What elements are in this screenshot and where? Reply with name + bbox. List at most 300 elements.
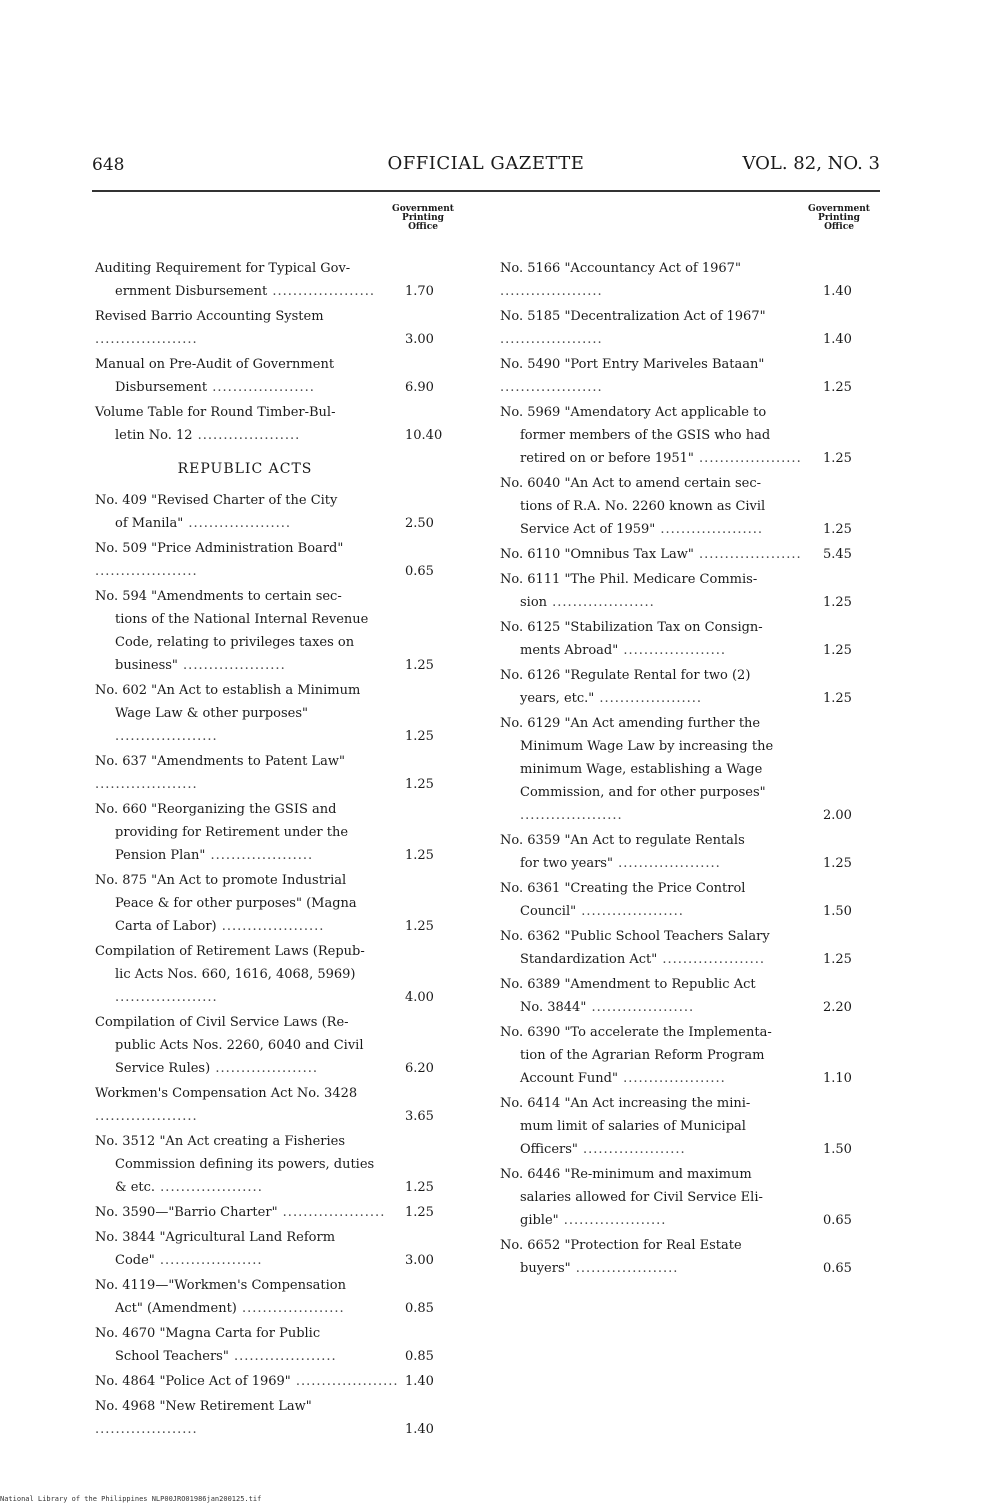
list-item: [95, 353, 495, 399]
price: 1.25: [823, 522, 852, 537]
entry-line: tions of the National Internal Revenue: [115, 612, 369, 627]
entry-line-row: [95, 424, 405, 447]
entry-line-row: [500, 877, 812, 900]
entry-title: [95, 679, 405, 748]
list-item: [95, 1082, 495, 1128]
entry-line: No. 6390 "To accelerate the Implementa-: [500, 1025, 772, 1040]
entry-title: [500, 1163, 812, 1232]
entry-line-row: [95, 1226, 405, 1249]
entry-line-row: [95, 940, 405, 963]
list-item: [500, 472, 905, 541]
list-item: [95, 585, 495, 677]
list-item: [95, 401, 495, 447]
entry-title: [500, 925, 812, 971]
entry-title: [95, 353, 405, 399]
entry-line: Manual on Pre-Audit of Government: [95, 357, 335, 372]
list-item: [95, 257, 495, 303]
entry-line: Commission, and for other purposes": [520, 785, 766, 800]
dot-leader: ....................: [192, 428, 301, 443]
entry-title: [95, 1201, 405, 1224]
entry-line-row: [95, 1322, 405, 1345]
gpo-label: Government Printing Office: [392, 204, 454, 232]
dot-leader: ....................: [594, 691, 703, 706]
entry-line: tion of the Agrarian Reform Program: [520, 1048, 765, 1063]
list-item: [500, 305, 905, 351]
entry-line: No. 660 "Reorganizing the GSIS and: [95, 802, 337, 817]
entry-line-row: [95, 1370, 405, 1393]
entry-line-row: [500, 735, 812, 758]
entry-line: No. 6110 "Omnibus Tax Law": [500, 547, 694, 562]
entry-line-row: [500, 829, 812, 852]
list-item: [500, 616, 905, 662]
entry-title: [95, 940, 405, 1009]
list-item: [500, 925, 905, 971]
entry-line-row: [95, 1274, 405, 1297]
price: 1.50: [823, 1142, 852, 1157]
list-item: [500, 1092, 905, 1161]
entry-line-row: [500, 424, 812, 447]
entry-line-row: [500, 1044, 812, 1067]
entry-line: No. 4864 "Police Act of 1969": [95, 1374, 291, 1389]
section-title: REPUBLIC ACTS: [177, 461, 313, 477]
dot-leader: ....................: [500, 380, 603, 395]
entry-title: [95, 1322, 405, 1368]
dot-leader: ....................: [205, 848, 314, 863]
entry-line: No. 6362 "Public School Teachers Salary: [500, 929, 770, 944]
entry-line-row: [95, 257, 405, 280]
entry-title: [500, 712, 812, 827]
entry-line-row: [500, 758, 812, 781]
dot-leader: ....................: [655, 522, 764, 537]
list-item: [95, 1226, 495, 1272]
entry-line: No. 6446 "Re-minimum and maximum: [500, 1167, 752, 1182]
entry-line: ernment Disbursement: [115, 284, 268, 299]
dot-leader: ....................: [500, 284, 603, 299]
entry-line-row: [500, 948, 812, 971]
page-header: [92, 150, 880, 192]
entry-line-row: [95, 1057, 405, 1080]
list-item: [95, 1370, 495, 1393]
page-number: 648: [92, 155, 125, 175]
entry-line: Officers": [520, 1142, 578, 1157]
entry-title: [95, 798, 405, 867]
dot-leader: ....................: [617, 1071, 726, 1086]
entry-line-row: [95, 1249, 405, 1272]
price: 1.40: [405, 1422, 434, 1437]
entry-line-row: [95, 1297, 405, 1320]
price: 2.00: [823, 808, 852, 823]
entry-line: Code": [115, 1253, 155, 1268]
entry-line-row: [95, 702, 405, 748]
dot-leader: ....................: [236, 1301, 345, 1316]
price: 1.25: [405, 777, 434, 792]
entry-line-row: [500, 973, 812, 996]
dot-leader: ....................: [558, 1213, 667, 1228]
entry-line: School Teachers": [115, 1349, 229, 1364]
entry-line-row: [95, 376, 405, 399]
entry-line-row: [95, 489, 405, 512]
entry-line-row: [95, 869, 405, 892]
entry-line: No. 602 "An Act to establish a Minimum: [95, 683, 361, 698]
entry-line-row: [95, 1176, 405, 1199]
list-item: [95, 305, 495, 351]
entry-line: Service Rules): [115, 1061, 211, 1076]
list-item: [500, 664, 905, 710]
entry-line: No. 6125 "Stabilization Tax on Consign-: [500, 620, 763, 635]
entry-title: [95, 305, 405, 351]
entry-line: No. 3512 "An Act creating a Fisheries: [95, 1134, 346, 1149]
entry-line-row: [500, 1138, 812, 1161]
entry-line: Wage Law & other purposes": [115, 706, 309, 721]
entry-line: No. 4670 "Magna Carta for Public: [95, 1326, 321, 1341]
price: 1.25: [405, 729, 434, 744]
entry-line: No. 509 "Price Administration Board": [95, 541, 344, 556]
entry-line-row: [95, 608, 405, 631]
dot-leader: ....................: [693, 547, 802, 562]
entry-line-row: [95, 1201, 405, 1224]
entry-line: No. 637 "Amendments to Patent Law": [95, 754, 345, 769]
entry-title: [95, 1226, 405, 1272]
entry-line: mum limit of salaries of Municipal: [520, 1119, 746, 1134]
entry-line: gible": [520, 1213, 559, 1228]
entry-line-row: [95, 915, 405, 938]
entry-line: Pension Plan": [115, 848, 206, 863]
entry-line-row: [95, 1082, 405, 1128]
entry-line: No. 4119—"Workmen's Compensation: [95, 1278, 346, 1293]
entry-line-row: [95, 1011, 405, 1034]
list-item: [95, 489, 495, 535]
volume-issue: VOL. 82, NO. 3: [742, 153, 880, 174]
entry-line-row: [500, 687, 812, 710]
entry-line-row: [95, 1395, 405, 1441]
entry-line-row: [500, 1092, 812, 1115]
entry-line-row: [500, 1067, 812, 1090]
price: 1.25: [405, 919, 434, 934]
entry-line-row: [500, 1163, 812, 1186]
entry-line: lic Acts Nos. 660, 1616, 4068, 5969): [115, 967, 356, 982]
entry-line-row: [500, 1234, 812, 1257]
price: 6.90: [405, 380, 434, 395]
entry-line-row: [95, 798, 405, 821]
list-item: [95, 1201, 495, 1224]
price: 1.25: [823, 380, 852, 395]
entry-line: years, etc.": [520, 691, 595, 706]
entry-line-row: [95, 401, 405, 424]
entry-line-row: [500, 781, 812, 827]
entry-title: [500, 472, 812, 541]
price: 1.25: [823, 595, 852, 610]
dot-leader: ....................: [577, 1142, 686, 1157]
entry-line: of Manila": [115, 516, 184, 531]
list-item: [95, 1395, 495, 1441]
list-item: [95, 1274, 495, 1320]
left-column: [95, 205, 495, 1443]
entry-line: No. 6389 "Amendment to Republic Act: [500, 977, 756, 992]
entry-line: Compilation of Retirement Laws (Repub-: [95, 944, 365, 959]
entry-line: Workmen's Compensation Act No. 3428: [95, 1086, 358, 1101]
price: 1.10: [823, 1071, 852, 1086]
entry-title: [95, 585, 405, 677]
dot-leader: ....................: [216, 919, 325, 934]
republic-acts-list: [95, 489, 495, 1441]
entry-line: No. 5490 "Port Entry Mariveles Bataan": [500, 357, 765, 372]
list-item: [500, 568, 905, 614]
dot-leader: ....................: [155, 1180, 263, 1195]
entry-line-row: [500, 305, 812, 351]
list-item: [95, 1322, 495, 1368]
dot-leader: ....................: [570, 1261, 679, 1276]
entry-line-row: [500, 900, 812, 923]
dot-leader: ....................: [95, 564, 198, 579]
dot-leader: ....................: [154, 1253, 263, 1268]
entry-line-row: [500, 447, 812, 470]
entry-line: Carta of Labor): [115, 919, 217, 934]
dot-leader: ....................: [520, 808, 623, 823]
dot-leader: ....................: [612, 856, 721, 871]
list-item: [500, 973, 905, 1019]
entry-line: Account Fund": [520, 1071, 618, 1086]
entry-line: Volume Table for Round Timber-Bul-: [95, 405, 336, 420]
entry-title: [500, 401, 812, 470]
entry-title: [500, 664, 812, 710]
price: 3.00: [405, 332, 434, 347]
price: 1.25: [405, 658, 434, 673]
entry-line-row: [95, 537, 405, 583]
price: 1.25: [823, 952, 852, 967]
list-item: [95, 537, 495, 583]
entry-line: No. 5969 "Amendatory Act applicable to: [500, 405, 767, 420]
list-item: [95, 798, 495, 867]
entry-title: [500, 568, 812, 614]
price: 1.25: [823, 856, 852, 871]
entry-line-row: [500, 1186, 812, 1209]
entry-line: Compilation of Civil Service Laws (Re-: [95, 1015, 349, 1030]
entry-line: minimum Wage, establishing a Wage: [520, 762, 763, 777]
entry-line-row: [95, 305, 405, 351]
entry-line: No. 5166 "Accountancy Act of 1967": [500, 261, 741, 276]
dot-leader: ....................: [95, 332, 198, 347]
entry-line: Minimum Wage Law by increasing the: [520, 739, 774, 754]
entry-title: [500, 877, 812, 923]
dot-leader: ....................: [183, 516, 292, 531]
entry-line-row: [95, 512, 405, 535]
entry-line-row: [95, 280, 405, 303]
entry-line-row: [500, 591, 812, 614]
entry-line-row: [500, 568, 812, 591]
entry-line-row: [95, 631, 405, 654]
price: 2.50: [405, 516, 434, 531]
list-item: [500, 712, 905, 827]
price: 1.25: [405, 1180, 434, 1195]
list-item: [95, 940, 495, 1009]
entry-line-row: [500, 852, 812, 875]
entry-line: Disbursement: [115, 380, 208, 395]
dot-leader: ....................: [115, 990, 218, 1005]
price: 1.25: [823, 451, 852, 466]
list-item: [500, 543, 905, 566]
price: 1.50: [823, 904, 852, 919]
dot-leader: ....................: [500, 332, 603, 347]
entry-title: [500, 353, 812, 399]
entry-line: Commission defining its powers, duties: [115, 1157, 375, 1172]
entry-line: buyers": [520, 1261, 571, 1276]
dot-leader: ....................: [95, 1109, 198, 1124]
entry-line-row: [500, 639, 812, 662]
dot-leader: ....................: [290, 1374, 399, 1389]
entry-title: [95, 401, 405, 447]
entry-title: [95, 537, 405, 583]
entry-line: public Acts Nos. 2260, 6040 and Civil: [115, 1038, 364, 1053]
dot-leader: ....................: [693, 451, 802, 466]
list-item: [500, 877, 905, 923]
price: 0.65: [823, 1261, 852, 1276]
price: 1.70: [405, 284, 434, 299]
entry-line-row: [500, 353, 812, 399]
entry-line: No. 3844 "Agricultural Land Reform: [95, 1230, 336, 1245]
entry-line-row: [500, 1257, 812, 1280]
price: 1.25: [823, 691, 852, 706]
entry-line-row: [500, 712, 812, 735]
entry-line-row: [95, 963, 405, 1009]
dot-leader: ....................: [267, 284, 375, 299]
entry-title: [500, 1092, 812, 1161]
dot-leader: ....................: [228, 1349, 337, 1364]
entry-line: Act" (Amendment): [115, 1301, 237, 1316]
list-item: [500, 257, 905, 303]
entry-line-row: [95, 1130, 405, 1153]
entry-line: salaries allowed for Civil Service Eli-: [520, 1190, 763, 1205]
entry-line: & etc.: [115, 1180, 156, 1195]
price: 1.40: [823, 284, 852, 299]
entry-title: [95, 750, 405, 796]
list-item: [95, 1130, 495, 1199]
entry-line-row: [500, 1115, 812, 1138]
entry-line: No. 6111 "The Phil. Medicare Commis-: [500, 572, 758, 587]
entry-title: [95, 1370, 405, 1393]
entry-title: [95, 1082, 405, 1128]
entry-line-row: [500, 543, 812, 566]
entry-line: No. 6414 "An Act increasing the mini-: [500, 1096, 751, 1111]
entry-line: No. 4968 "New Retirement Law": [95, 1399, 312, 1414]
entry-title: [500, 616, 812, 662]
entry-line: No. 875 "An Act to promote Industrial: [95, 873, 347, 888]
price: 0.85: [405, 1349, 434, 1364]
dot-leader: ....................: [618, 643, 727, 658]
entry-line-row: [500, 1021, 812, 1044]
right-column: [500, 205, 905, 1282]
entry-line-row: [500, 495, 812, 518]
entry-title: [500, 829, 812, 875]
entry-title: [95, 869, 405, 938]
entry-title: [95, 1395, 405, 1441]
entry-title: [95, 257, 405, 303]
dot-leader: ....................: [657, 952, 765, 967]
entry-line: No. 6359 "An Act to regulate Rentals: [500, 833, 745, 848]
entry-line-row: [500, 664, 812, 687]
price: 1.40: [405, 1374, 434, 1389]
gpo-label: Government Printing Office: [808, 204, 870, 232]
entry-line: No. 6129 "An Act amending further the: [500, 716, 761, 731]
price: 1.25: [823, 643, 852, 658]
entry-line-row: [95, 1153, 405, 1176]
scan-source-note: National Library of the Philippines NLP00JRO01986jan200125.tif: [0, 1495, 262, 1503]
dot-leader: ....................: [547, 595, 655, 610]
price: 3.00: [405, 1253, 434, 1268]
entry-line-row: [500, 925, 812, 948]
entry-title: [500, 543, 812, 566]
entry-line: No. 6361 "Creating the Price Control: [500, 881, 746, 896]
price: 1.25: [405, 848, 434, 863]
entry-line-row: [95, 353, 405, 376]
entry-line-row: [95, 654, 405, 677]
price: 0.65: [405, 564, 434, 579]
dot-leader: ....................: [277, 1205, 386, 1220]
entry-line-row: [500, 1209, 812, 1232]
entry-line-row: [95, 844, 405, 867]
price: 6.20: [405, 1061, 434, 1076]
price-column-header: [95, 205, 495, 257]
list-item: [500, 829, 905, 875]
entry-title: [95, 1274, 405, 1320]
publications-list: [95, 257, 495, 447]
list-item: [95, 1011, 495, 1080]
entry-line: No. 409 "Revised Charter of the City: [95, 493, 338, 508]
entry-title: [500, 1234, 812, 1280]
entry-title: [95, 489, 405, 535]
entry-line: No. 594 "Amendments to certain sec-: [95, 589, 342, 604]
list-item: [95, 679, 495, 748]
dot-leader: ....................: [95, 777, 198, 792]
publication-title: OFFICIAL GAZETTE: [387, 153, 585, 174]
entry-line: No. 3590—"Barrio Charter": [95, 1205, 278, 1220]
entry-line: Auditing Requirement for Typical Gov-: [95, 261, 351, 276]
entry-title: [500, 257, 812, 303]
entry-line-row: [500, 401, 812, 424]
list-item: [500, 353, 905, 399]
entry-line: Code, relating to privileges taxes on: [115, 635, 355, 650]
entry-title: [500, 305, 812, 351]
entry-line: tions of R.A. No. 2260 known as Civil: [520, 499, 766, 514]
price-column-header: [500, 205, 905, 257]
entry-line: retired on or before 1951": [520, 451, 694, 466]
dot-leader: ....................: [586, 1000, 695, 1015]
entry-line-row: [95, 821, 405, 844]
entry-line: letin No. 12: [115, 428, 193, 443]
dot-leader: ....................: [576, 904, 684, 919]
entry-line: sion: [520, 595, 548, 610]
dot-leader: ....................: [115, 729, 218, 744]
dot-leader: ....................: [207, 380, 315, 395]
entry-title: [95, 1130, 405, 1199]
entry-line: business": [115, 658, 178, 673]
entry-line: former members of the GSIS who had: [520, 428, 771, 443]
entry-line: No. 6040 "An Act to amend certain sec-: [500, 476, 761, 491]
list-item: [95, 869, 495, 938]
entry-line: No. 6652 "Protection for Real Estate: [500, 1238, 742, 1253]
price: 3.65: [405, 1109, 434, 1124]
entry-line: Standardization Act": [520, 952, 658, 967]
entry-line-row: [95, 1345, 405, 1368]
entry-line-row: [500, 472, 812, 495]
entry-line-row: [95, 585, 405, 608]
entry-line: for two years": [520, 856, 613, 871]
entry-line: No. 5185 "Decentralization Act of 1967": [500, 309, 766, 324]
entry-line-row: [500, 996, 812, 1019]
entry-line-row: [500, 257, 812, 303]
entry-line-row: [95, 750, 405, 796]
dot-leader: ....................: [95, 1422, 198, 1437]
price: 0.85: [405, 1301, 434, 1316]
